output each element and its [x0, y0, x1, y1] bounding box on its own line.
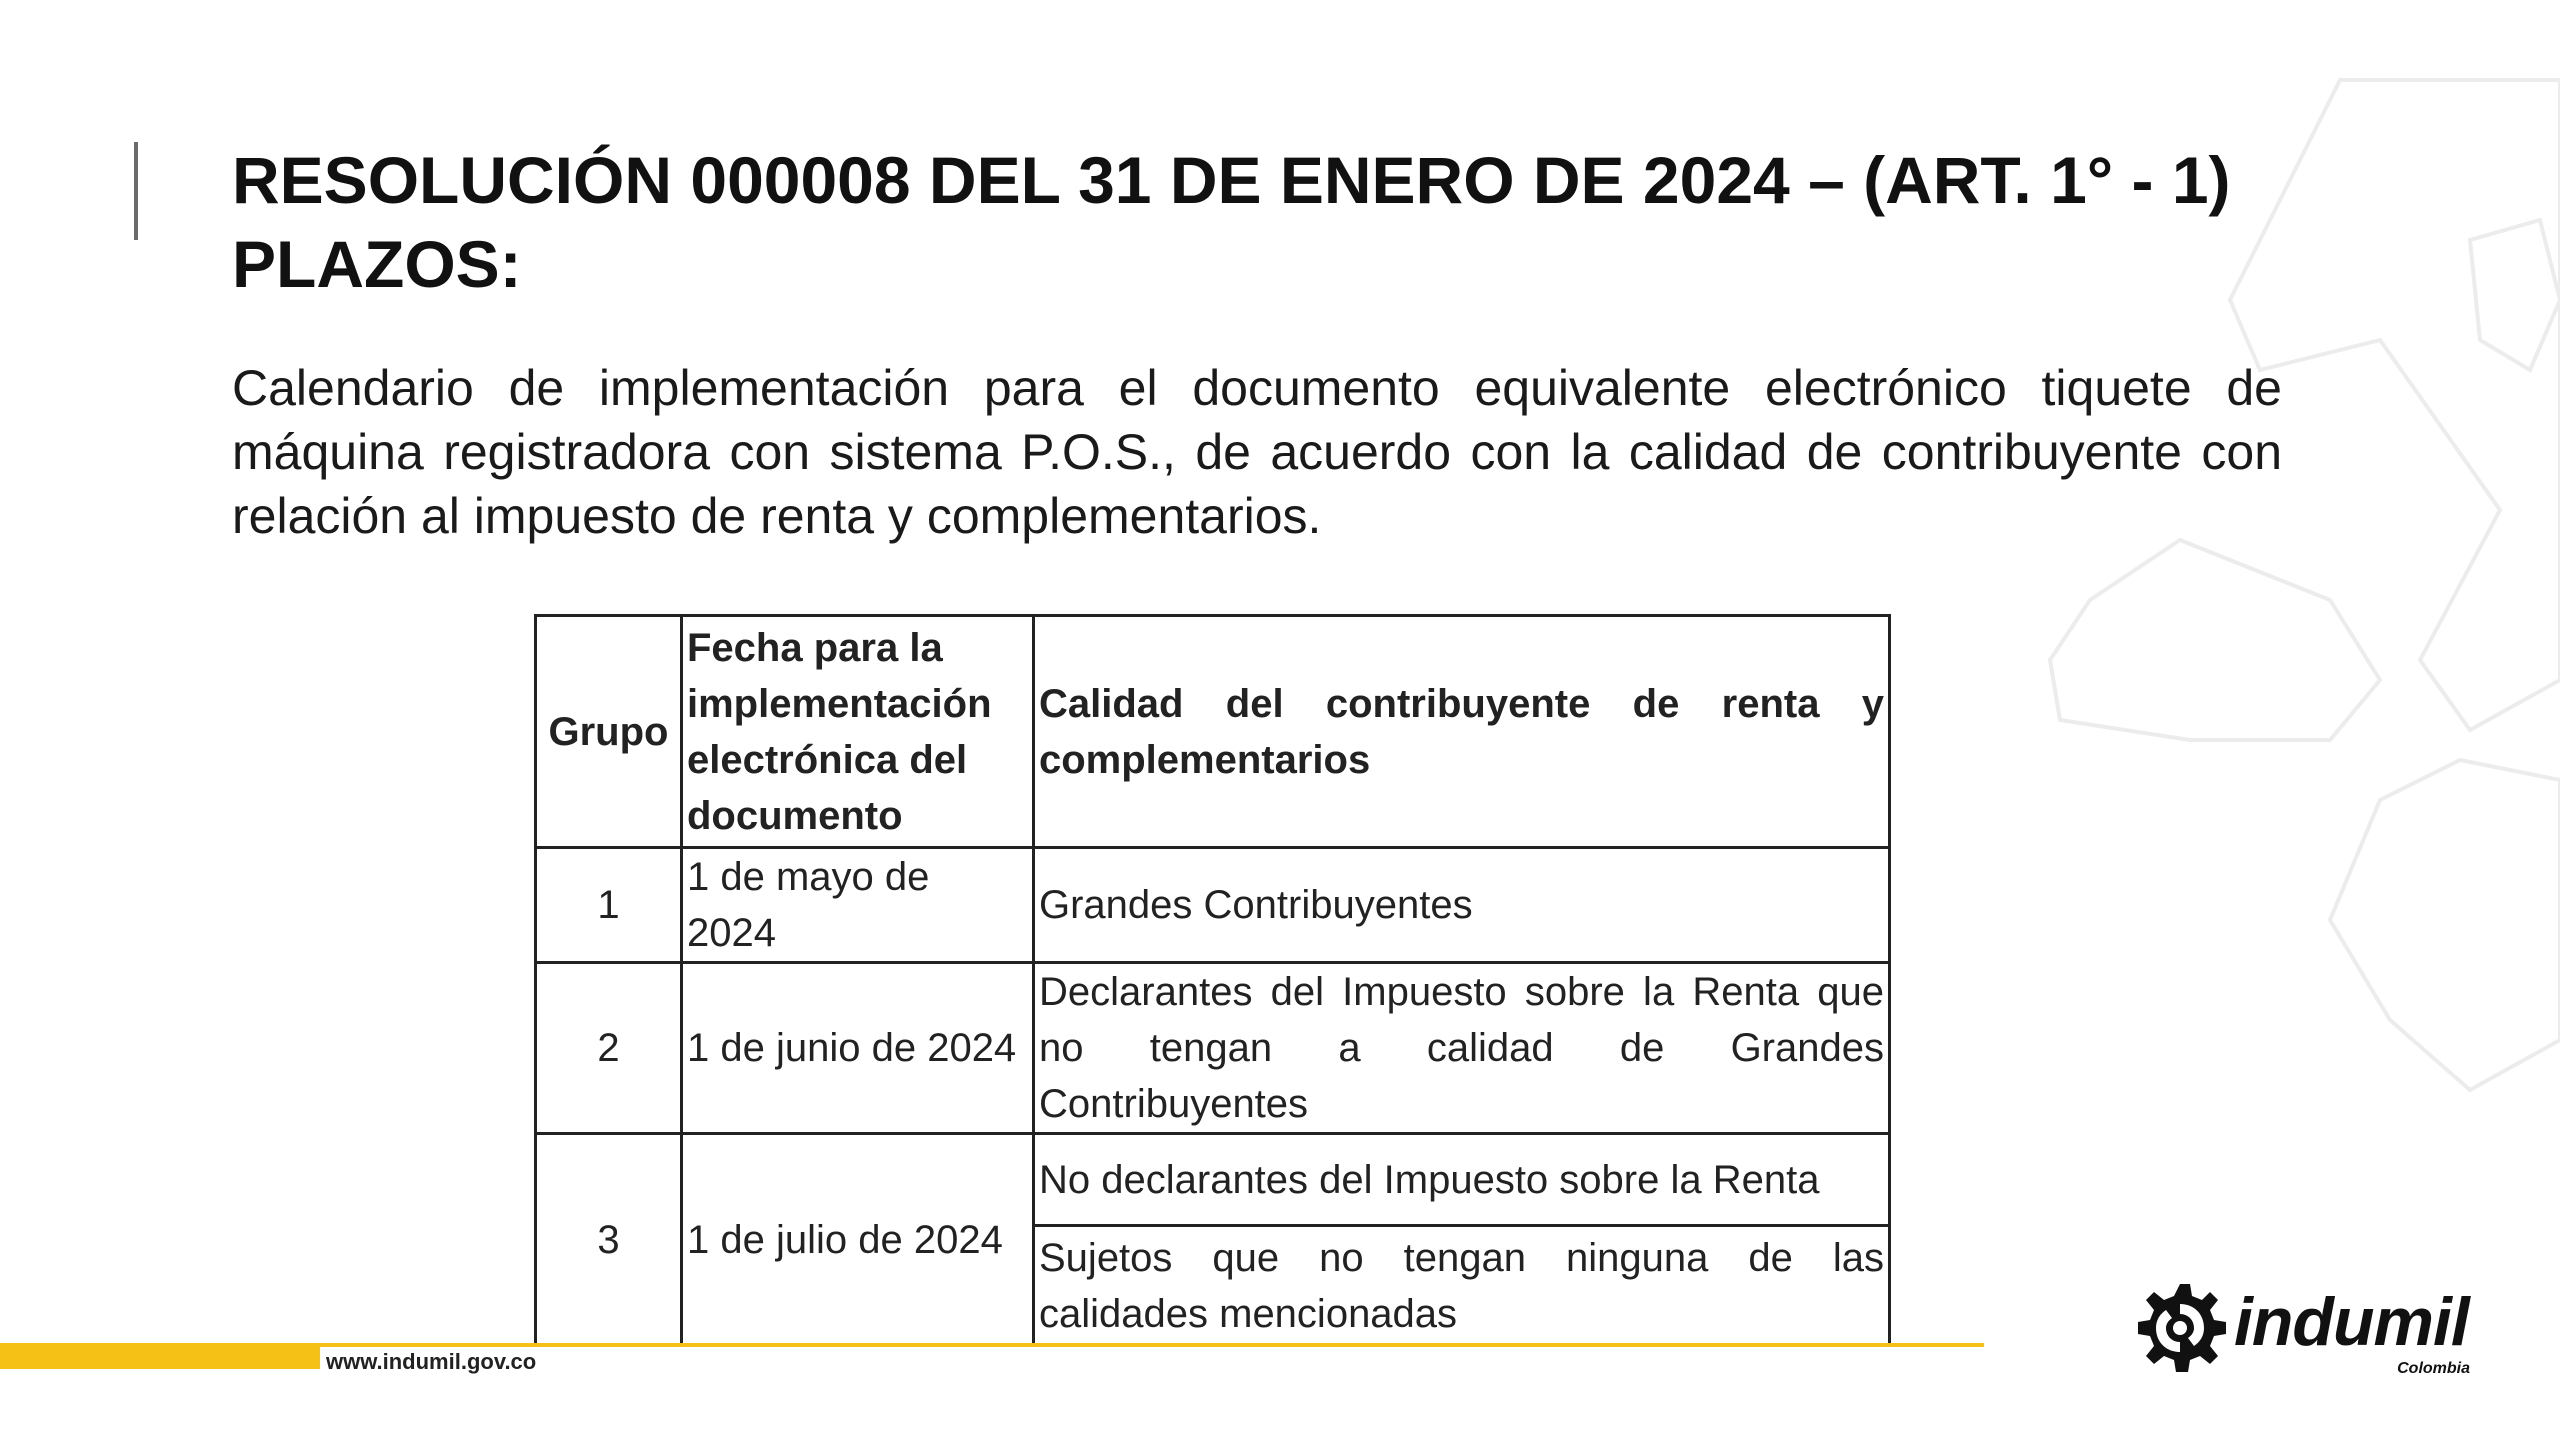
- cell-group: 2: [536, 963, 682, 1134]
- logo-wordmark: indumil: [2234, 1284, 2469, 1360]
- intro-paragraph: Calendario de implementación para el documento equivalente electrónico tiquete de máquina registradora con sistema P.O.S., de acuerdo con la calidad de contribuyente con relación al impuesto de renta y complementarios.: [232, 360, 2282, 544]
- table-row: [536, 1134, 1890, 1226]
- table-row: [536, 963, 1890, 1134]
- header-date: Fecha para la implementación electrónica del documento: [682, 616, 1034, 848]
- cell-quality: Sujetos que no tengan ninguna de las calidades mencionadas: [1034, 1226, 1890, 1346]
- cell-date: 1 de mayo de 2024: [682, 848, 1034, 963]
- indumil-gear-icon: [2130, 1278, 2230, 1378]
- cell-quality: No declarantes del Impuesto sobre la Renta: [1034, 1134, 1890, 1226]
- cell-quality: Declarantes del Impuesto sobre la Renta que no tengan a calidad de Grandes Contribuyentes: [1034, 963, 1890, 1134]
- cell-date: 1 de julio de 2024: [682, 1134, 1034, 1346]
- table-header-row: [536, 616, 1890, 848]
- cell-date: 1 de junio de 2024: [682, 963, 1034, 1134]
- title-line-2: PLAZOS:: [232, 227, 522, 301]
- implementation-schedule-table: [534, 614, 1888, 1336]
- footer-accent-line: [320, 1343, 1984, 1347]
- title-line-1: RESOLUCIÓN 000008 DEL 31 DE ENERO DE 2024 – (ART. 1° - 1): [232, 143, 2231, 217]
- header-quality: Calidad del contribuyente de renta y complementarios: [1034, 616, 1890, 848]
- title-accent-bar: [134, 142, 138, 240]
- logo-subtitle: Colombia: [2397, 1360, 2470, 1377]
- table-row: [536, 848, 1890, 963]
- footer-accent-bar: [0, 1343, 320, 1369]
- cell-group: 3: [536, 1134, 682, 1346]
- header-group: Grupo: [536, 616, 682, 848]
- cell-quality: Grandes Contribuyentes: [1034, 848, 1890, 963]
- indumil-logo: [2130, 1278, 2470, 1388]
- slide-title: [232, 138, 2472, 306]
- cell-group: 1: [536, 848, 682, 963]
- schedule-table: [534, 614, 1891, 1347]
- footer-website-url: www.indumil.gov.co: [326, 1349, 537, 1374]
